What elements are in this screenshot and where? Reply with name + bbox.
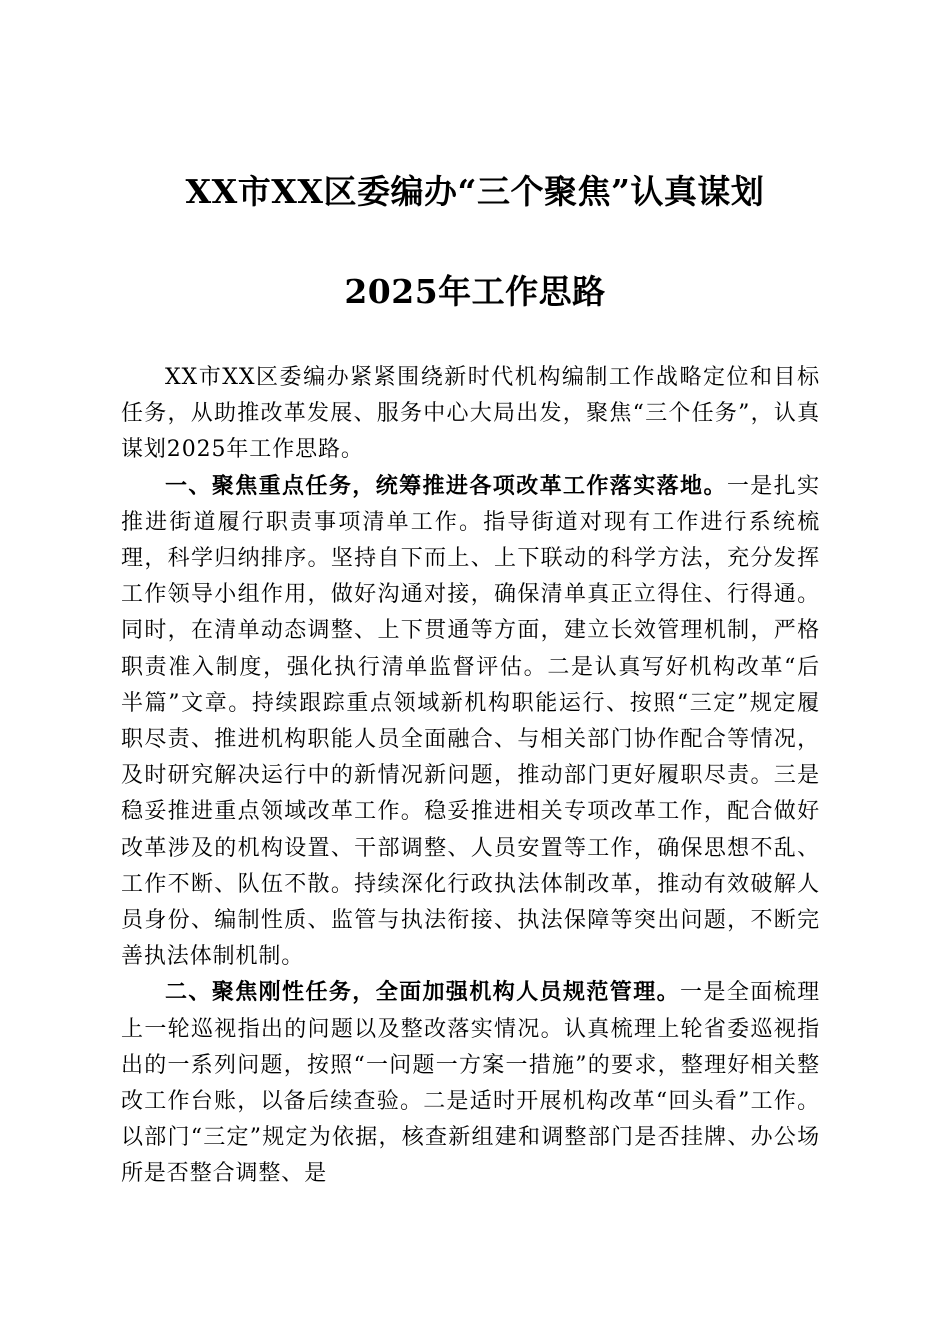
paragraph-section-2: [121, 975, 820, 1192]
document-body: [121, 360, 820, 1193]
paragraph-intro: [121, 360, 820, 469]
document-title: [120, 165, 830, 365]
paragraph-text: 一是全面梳理上一轮巡视指出的问题以及整改落实情况。认真梳理上轮省委巡视指出的一系列问题，按照“一问题一方案一措施”的要求，整理好相关整改工作台账，以备后续查验。二是适时开展机构改革“回头看”工作。以部门“三定”规定为依据，核查新组建和调整部门是否挂牌、办公场所是否整合调整、是: [121, 980, 820, 1187]
section-heading: 二、聚焦刚性任务，全面加强机构人员规范管理。: [165, 980, 681, 1006]
paragraph-section-1: [121, 469, 820, 976]
paragraph-text: 一是扎实推进街道履行职责事项清单工作。指导街道对现有工作进行系统梳理，科学归纳排序。坚持自下而上、上下联动的科学方法，充分发挥工作领导小组作用，做好沟通对接，确保清单真正立得住、行得通。同时，在清单动态调整、上下贯通等方面，建立长效管理机制，严格职责准入制度，强化执行清单监督评估。二是认真写好机构改革“后半篇”文章。持续跟踪重点领域新机构职能运行、按照“三定”规定履职尽责、推进机构职能人员全面融合、与相关部门协作配合等情况，及时研究解决运行中的新情况新问题，推动部门更好履职尽责。三是稳妥推进重点领域改革工作。稳妥推进相关专项改革工作，配合做好改革涉及的机构设置、干部调整、人员安置等工作，确保思想不乱、工作不断、队伍不散。持续深化行政执法体制改革，推动有效破解人员身份、编制性质、监管与执法衔接、执法保障等突出问题，不断完善执法体制机制。: [121, 473, 820, 970]
title-line-2: 2025年工作思路: [344, 272, 606, 311]
title-line-1: XX市XX区委编办“三个聚焦”认真谋划: [185, 172, 765, 211]
section-heading: 一、聚焦重点任务，统筹推进各项改革工作落实落地。: [165, 473, 727, 499]
paragraph-text: XX市XX区委编办紧紧围绕新时代机构编制工作战略定位和目标任务，从助推改革发展、服务中心大局出发，聚焦“三个任务”，认真谋划2025年工作思路。: [121, 365, 820, 463]
